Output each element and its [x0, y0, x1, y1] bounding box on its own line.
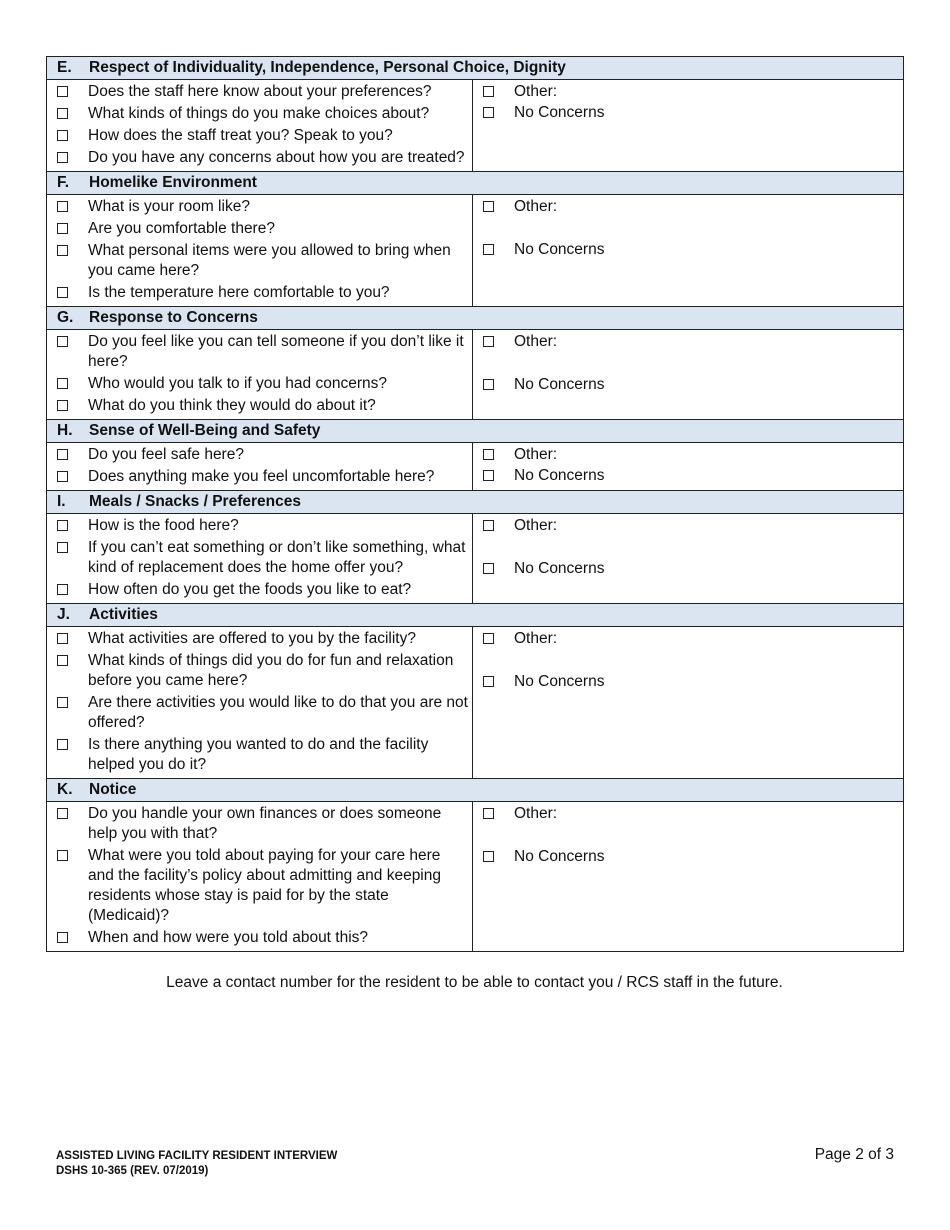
no-concerns-checkbox[interactable] — [483, 563, 494, 574]
section-body-row — [47, 80, 904, 172]
section-header — [47, 779, 904, 802]
question-checkbox[interactable] — [57, 584, 68, 595]
question-checkbox[interactable] — [57, 932, 68, 943]
question-text: What were you told about paying for your care here and the facility’s policy about admitting and keeping residents whose stay is paid for by the state (Medicaid)? — [88, 847, 441, 924]
no-concerns-checkbox[interactable] — [483, 379, 494, 390]
question-item — [57, 804, 468, 844]
other-label: Other: — [514, 630, 558, 647]
section-letter: K. — [57, 781, 73, 798]
form-title: ASSISTED LIVING FACILITY RESIDENT INTERVIEW — [56, 1150, 338, 1162]
no-concerns-checkbox[interactable] — [483, 107, 494, 118]
question-item — [57, 104, 468, 124]
option-item — [483, 516, 899, 536]
section-letter: I. — [57, 493, 66, 510]
section-letter: G. — [57, 309, 74, 326]
section-title: Response to Concerns — [89, 309, 258, 326]
question-text: Does anything make you feel uncomfortable here? — [88, 468, 435, 485]
other-checkbox[interactable] — [483, 86, 494, 97]
question-item — [57, 445, 468, 465]
question-item — [57, 928, 468, 948]
other-checkbox[interactable] — [483, 633, 494, 644]
section-header — [47, 491, 904, 514]
section-header-row — [47, 491, 904, 514]
section-letter: J. — [57, 606, 70, 623]
question-text: Is the temperature here comfortable to you? — [88, 284, 390, 301]
question-text: What is your room like? — [88, 198, 250, 215]
no-concerns-checkbox[interactable] — [483, 851, 494, 862]
section-body-row — [47, 802, 904, 952]
question-checkbox[interactable] — [57, 287, 68, 298]
question-text: Do you feel safe here? — [88, 446, 244, 463]
option-item — [483, 240, 899, 260]
no-concerns-checkbox[interactable] — [483, 676, 494, 687]
section-header-row — [47, 172, 904, 195]
no-concerns-label: No Concerns — [514, 848, 605, 865]
other-label: Other: — [514, 83, 558, 100]
other-label: Other: — [514, 446, 558, 463]
no-concerns-label: No Concerns — [514, 241, 605, 258]
question-checkbox[interactable] — [57, 86, 68, 97]
section-body-row — [47, 195, 904, 307]
section-header — [47, 604, 904, 627]
options-cell — [473, 443, 904, 491]
section-header — [47, 172, 904, 195]
question-item — [57, 374, 468, 394]
other-checkbox[interactable] — [483, 520, 494, 531]
question-checkbox[interactable] — [57, 201, 68, 212]
question-checkbox[interactable] — [57, 400, 68, 411]
question-item — [57, 241, 468, 281]
contact-footnote: Leave a contact number for the resident to be able to contact you / RCS staff in the future. — [166, 974, 783, 991]
question-text: If you can’t eat something or don’t like something, what kind of replacement does the home offer you? — [88, 539, 466, 576]
option-item — [483, 197, 899, 217]
question-text: Do you handle your own finances or does someone help you with that? — [88, 805, 442, 842]
no-concerns-checkbox[interactable] — [483, 470, 494, 481]
other-label: Other: — [514, 333, 558, 350]
question-item — [57, 283, 468, 303]
question-checkbox[interactable] — [57, 739, 68, 750]
questions-cell — [47, 627, 473, 779]
question-text: When and how were you told about this? — [88, 929, 369, 946]
other-checkbox[interactable] — [483, 336, 494, 347]
other-checkbox[interactable] — [483, 808, 494, 819]
question-item — [57, 629, 468, 649]
form-number: DSHS 10-365 (REV. 07/2019) — [56, 1165, 209, 1177]
option-item — [483, 375, 899, 395]
question-text: How does the staff treat you? Speak to you? — [88, 127, 393, 144]
option-item — [483, 103, 899, 123]
question-checkbox[interactable] — [57, 697, 68, 708]
question-item — [57, 332, 468, 372]
question-item — [57, 516, 468, 536]
no-concerns-label: No Concerns — [514, 467, 605, 484]
section-header-row — [47, 57, 904, 80]
interview-form-table — [46, 56, 904, 952]
options-cell — [473, 330, 904, 420]
question-item — [57, 846, 468, 926]
question-text: Do you have any concerns about how you are treated? — [88, 149, 465, 166]
question-item — [57, 651, 468, 691]
question-item — [57, 148, 468, 168]
questions-cell — [47, 514, 473, 604]
no-concerns-label: No Concerns — [514, 376, 605, 393]
question-item — [57, 197, 468, 217]
other-label: Other: — [514, 517, 558, 534]
no-concerns-label: No Concerns — [514, 673, 605, 690]
section-header — [47, 307, 904, 330]
section-letter: E. — [57, 59, 72, 76]
question-text: How often do you get the foods you like to eat? — [88, 581, 412, 598]
question-checkbox[interactable] — [57, 655, 68, 666]
question-item — [57, 580, 468, 600]
questions-cell — [47, 195, 473, 307]
options-cell — [473, 802, 904, 952]
question-item — [57, 467, 468, 487]
section-body-row — [47, 514, 904, 604]
option-item — [483, 847, 899, 867]
other-checkbox[interactable] — [483, 449, 494, 460]
other-label: Other: — [514, 198, 558, 215]
question-checkbox[interactable] — [57, 152, 68, 163]
form-identification — [56, 1149, 337, 1179]
other-checkbox[interactable] — [483, 201, 494, 212]
other-label: Other: — [514, 805, 558, 822]
question-text: What activities are offered to you by the facility? — [88, 630, 416, 647]
question-checkbox[interactable] — [57, 130, 68, 141]
no-concerns-label: No Concerns — [514, 104, 605, 121]
section-header — [47, 420, 904, 443]
section-letter: H. — [57, 422, 73, 439]
section-title: Respect of Individuality, Independence, Personal Choice, Dignity — [89, 59, 566, 76]
section-header-row — [47, 779, 904, 802]
questions-cell — [47, 802, 473, 952]
question-text: Does the staff here know about your preferences? — [88, 83, 432, 100]
section-header-row — [47, 604, 904, 627]
question-checkbox[interactable] — [57, 336, 68, 347]
option-item — [483, 559, 899, 579]
options-cell — [473, 195, 904, 307]
question-item — [57, 538, 468, 578]
section-title: Sense of Well-Being and Safety — [89, 422, 321, 439]
question-checkbox[interactable] — [57, 542, 68, 553]
question-checkbox[interactable] — [57, 471, 68, 482]
section-header-row — [47, 420, 904, 443]
options-cell — [473, 627, 904, 779]
question-text: What kinds of things did you do for fun and relaxation before you came here? — [88, 652, 454, 689]
question-checkbox[interactable] — [57, 245, 68, 256]
option-item — [483, 332, 899, 352]
question-text: Is there anything you wanted to do and the facility helped you do it? — [88, 736, 429, 773]
section-body-row — [47, 330, 904, 420]
section-header — [47, 57, 904, 80]
section-title: Notice — [89, 781, 137, 798]
question-checkbox[interactable] — [57, 520, 68, 531]
question-item — [57, 735, 468, 775]
section-title: Meals / Snacks / Preferences — [89, 493, 301, 510]
question-item — [57, 693, 468, 733]
question-item — [57, 396, 468, 416]
section-body-row — [47, 443, 904, 491]
options-cell — [473, 80, 904, 172]
question-text: Who would you talk to if you had concerns? — [88, 375, 387, 392]
questions-cell — [47, 443, 473, 491]
question-checkbox[interactable] — [57, 108, 68, 119]
question-text: What do you think they would do about it? — [88, 397, 376, 414]
question-text: What kinds of things do you make choices about? — [88, 105, 430, 122]
question-text: Do you feel like you can tell someone if you don’t like it here? — [88, 333, 464, 370]
question-checkbox[interactable] — [57, 633, 68, 644]
section-letter: F. — [57, 174, 70, 191]
option-item — [483, 445, 899, 465]
no-concerns-checkbox[interactable] — [483, 244, 494, 255]
question-checkbox[interactable] — [57, 223, 68, 234]
question-checkbox[interactable] — [57, 378, 68, 389]
question-checkbox[interactable] — [57, 449, 68, 460]
question-item — [57, 219, 468, 239]
questions-cell — [47, 330, 473, 420]
page-number: Page 2 of 3 — [814, 1146, 894, 1163]
no-concerns-label: No Concerns — [514, 560, 605, 577]
option-item — [483, 466, 899, 486]
question-item — [57, 126, 468, 146]
options-cell — [473, 514, 904, 604]
question-checkbox[interactable] — [57, 850, 68, 861]
section-title: Activities — [89, 606, 158, 623]
option-item — [483, 804, 899, 824]
section-header-row — [47, 307, 904, 330]
option-item — [483, 82, 899, 102]
question-text: Are you comfortable there? — [88, 220, 275, 237]
question-item — [57, 82, 468, 102]
question-text: What personal items were you allowed to bring when you came here? — [88, 242, 451, 279]
question-text: Are there activities you would like to do that you are not offered? — [88, 694, 468, 731]
section-body-row — [47, 627, 904, 779]
section-title: Homelike Environment — [89, 174, 257, 191]
option-item — [483, 629, 899, 649]
questions-cell — [47, 80, 473, 172]
question-checkbox[interactable] — [57, 808, 68, 819]
question-text: How is the food here? — [88, 517, 239, 534]
option-item — [483, 672, 899, 692]
